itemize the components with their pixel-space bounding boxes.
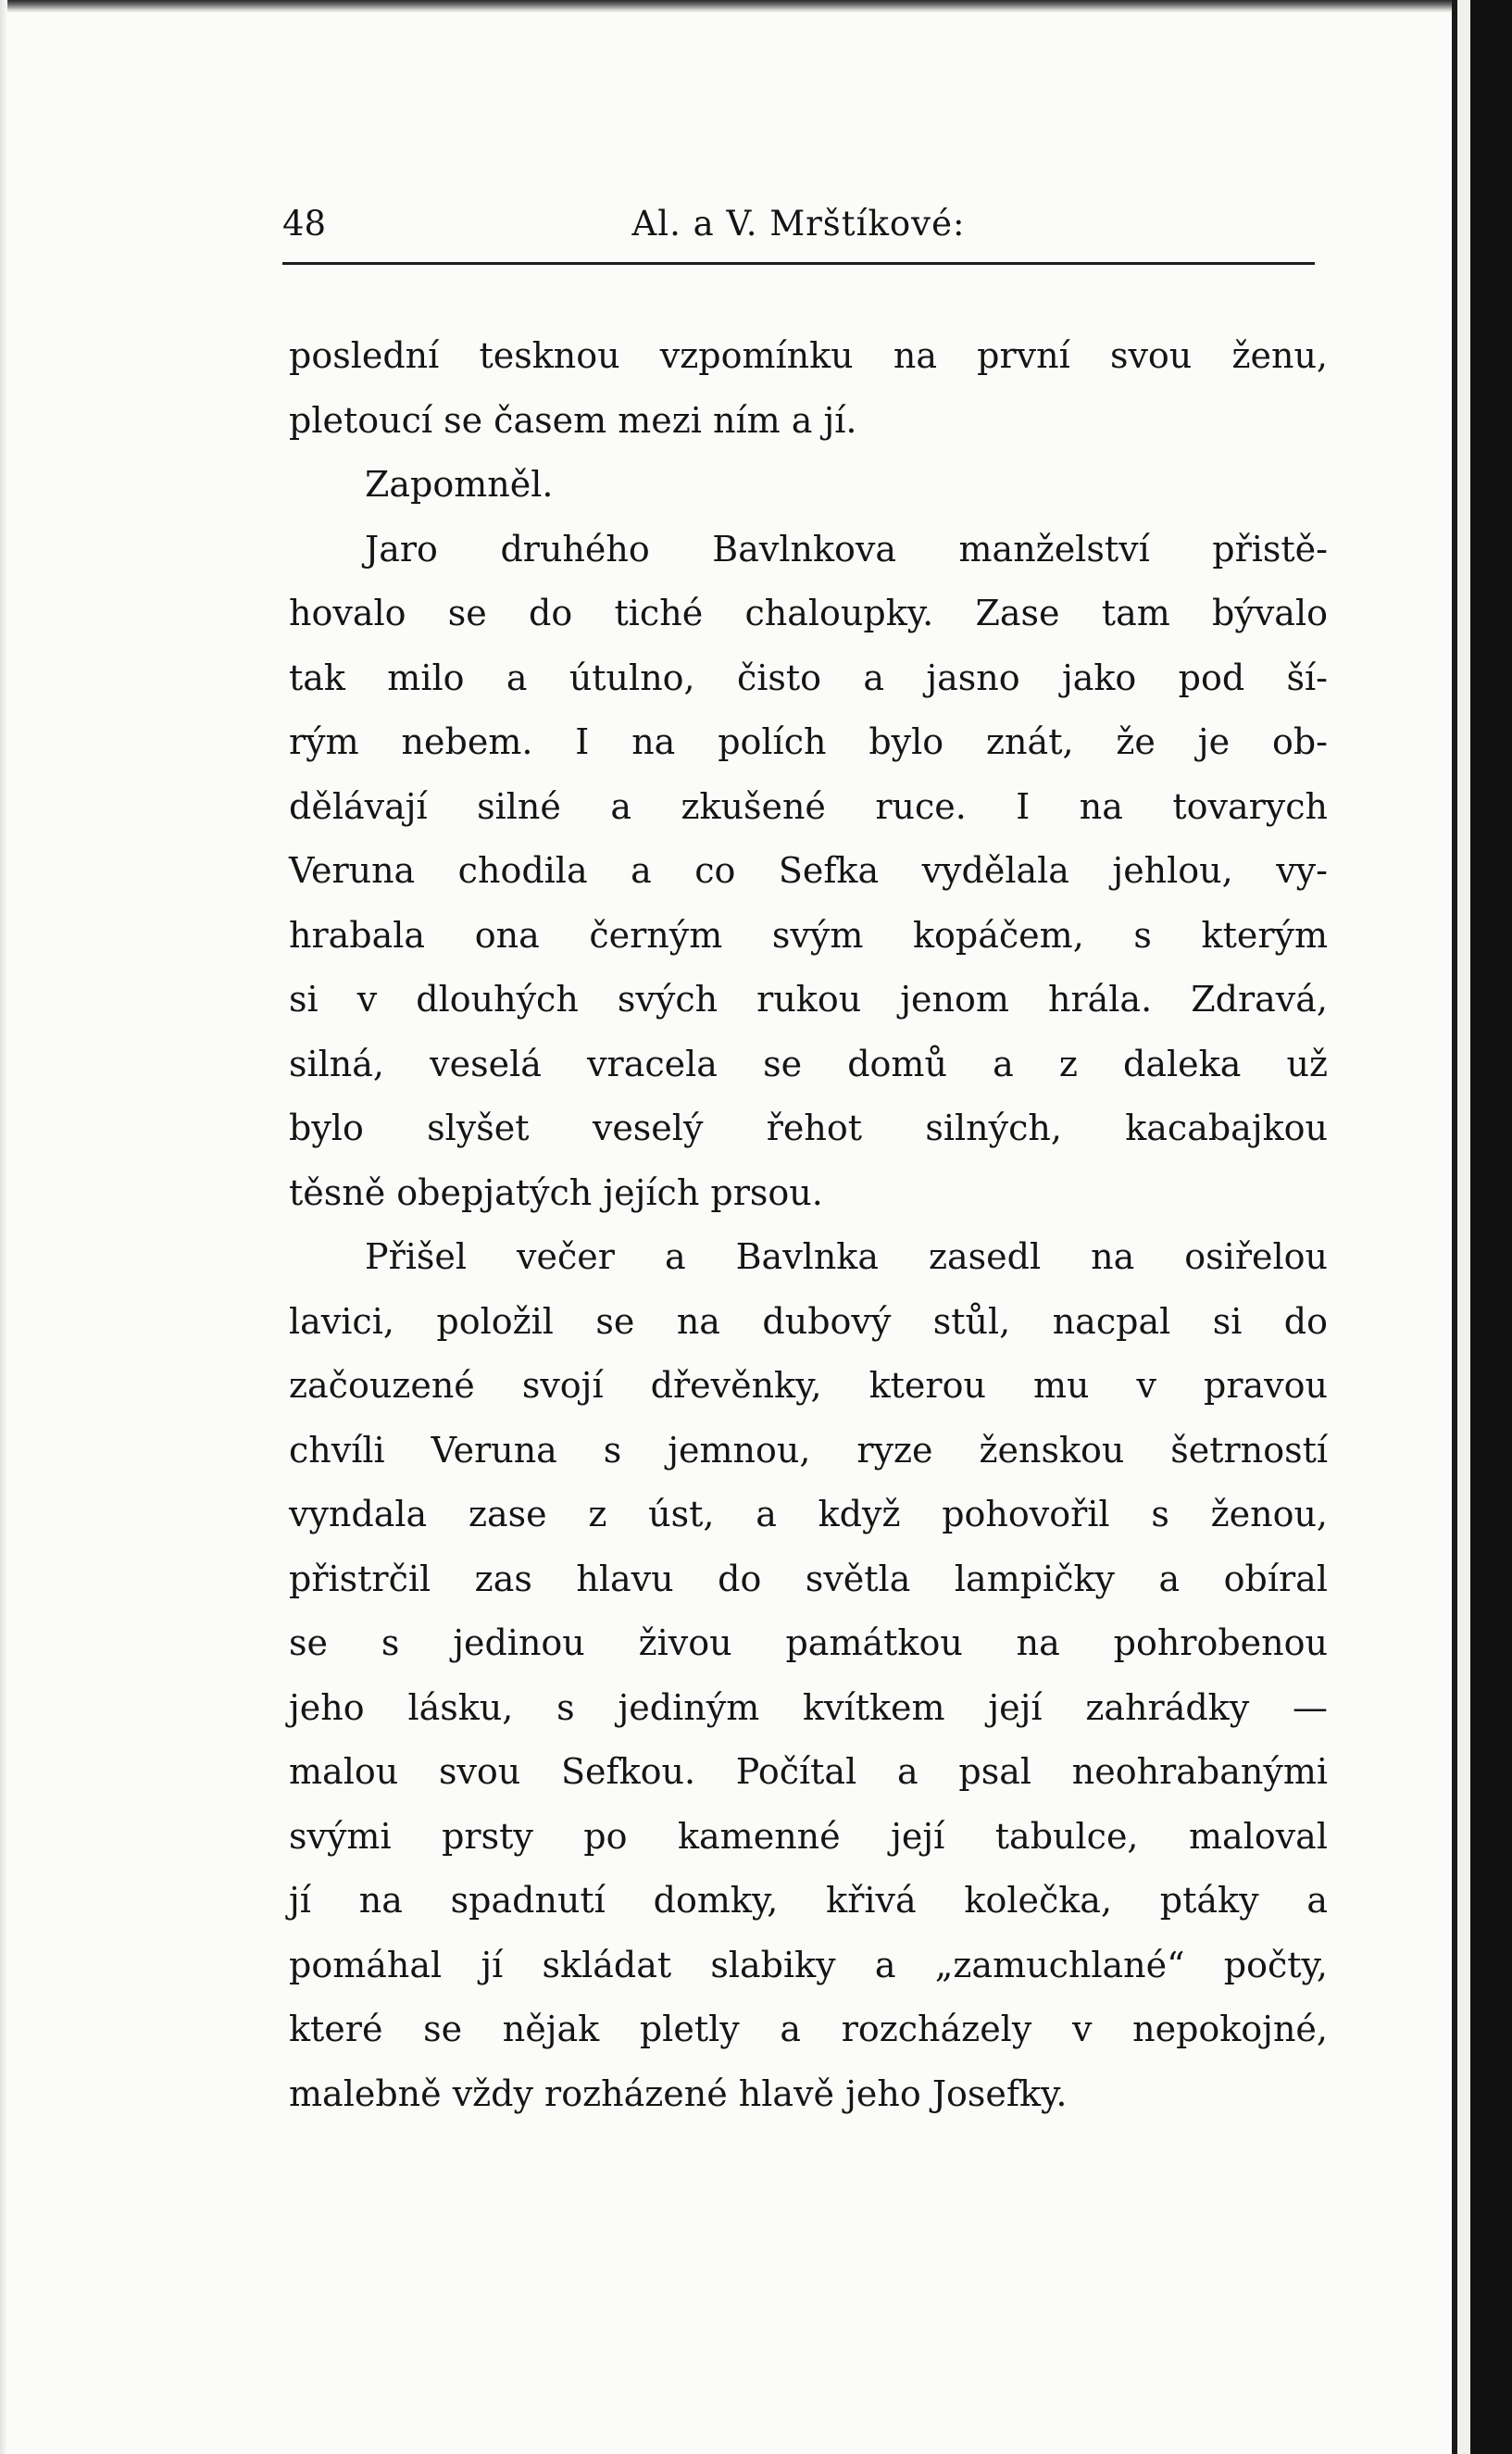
body-text [289,324,1328,2126]
scan-top-edge [0,0,1512,13]
text-line: hovalo se do tiché chaloupky. Zase tam bývalo [289,593,1328,633]
text-line: vyndala zase z úst, a když pohovořil s ženou, [289,1494,1328,1534]
text-line: pletoucí se časem mezi ním a jí. [289,399,857,441]
running-head [282,193,1315,248]
text-line: chvíli Veruna s jemnou, ryze ženskou šetrností [289,1429,1328,1471]
text-line: dělávají silné a zkušené ruce. I na tovarych [289,785,1328,827]
text-line: přistrčil zas hlavu do světla lampičky a obíral [289,1558,1328,1599]
text-line: rým nebem. I na polích bylo znát, že je ob- [289,721,1328,762]
text-line: Zapomněl. [365,464,554,505]
text-line: které se nějak pletly a rozcházely v nepokojné, [289,2009,1328,2049]
text-line: silná, veselá vracela se domů a z daleka už [289,1043,1328,1084]
text-line: těsně obepjatých jejích prsou. [289,1171,823,1213]
text-line: si v dlouhých svých rukou jenom hrála. Zdravá, [289,979,1328,1020]
scan-right-edge [1470,0,1512,2454]
text-line: poslední tesknou vzpomínku na první svou ženu, [289,335,1328,376]
text-line: malou svou Sefkou. Počítal a psal neohrabanými [289,1751,1328,1792]
text-line: Přišel večer a Bavlnka zasedl na osiřelou [365,1236,1328,1277]
text-line: jí na spadnutí domky, křivá kolečka, ptáky a [289,1880,1328,1921]
text-line: Jaro druhého Bavlnkova manželství přistě- [365,528,1328,570]
scan-right-edge-gap [1457,0,1470,2454]
text-line: tak milo a útulno, čisto a jasno jako pod ší- [289,657,1328,698]
text-line: pomáhal jí skládat slabiky a „zamuchlané“ počty, [289,1944,1328,1985]
page-number: 48 [282,204,327,244]
text-line: hrabala ona černým svým kopáčem, s kterým [289,914,1328,956]
text-line: svými prsty po kamenné její tabulce, maloval [289,1815,1328,1857]
running-title: Al. a V. Mrštíkové: [631,204,966,244]
text-line: bylo slyšet veselý řehot silných, kacabajkou [289,1108,1328,1148]
scan-left-shadow [0,0,7,2454]
text-line: jeho lásku, s jediným kvítkem její zahrádky — [289,1686,1328,1728]
text-line: se s jedinou živou památkou na pohrobenou [289,1622,1328,1663]
text-line: malebně vždy rozházené hlavě jeho Josefky. [289,2072,1068,2114]
text-line: začouzené svojí dřevěnky, kterou mu v pravou [289,1365,1328,1406]
header-rule [282,262,1315,265]
text-line: lavici, položil se na dubový stůl, nacpal si do [289,1300,1328,1342]
text-line: Veruna chodila a co Sefka vydělala jehlou, vy- [289,850,1328,891]
